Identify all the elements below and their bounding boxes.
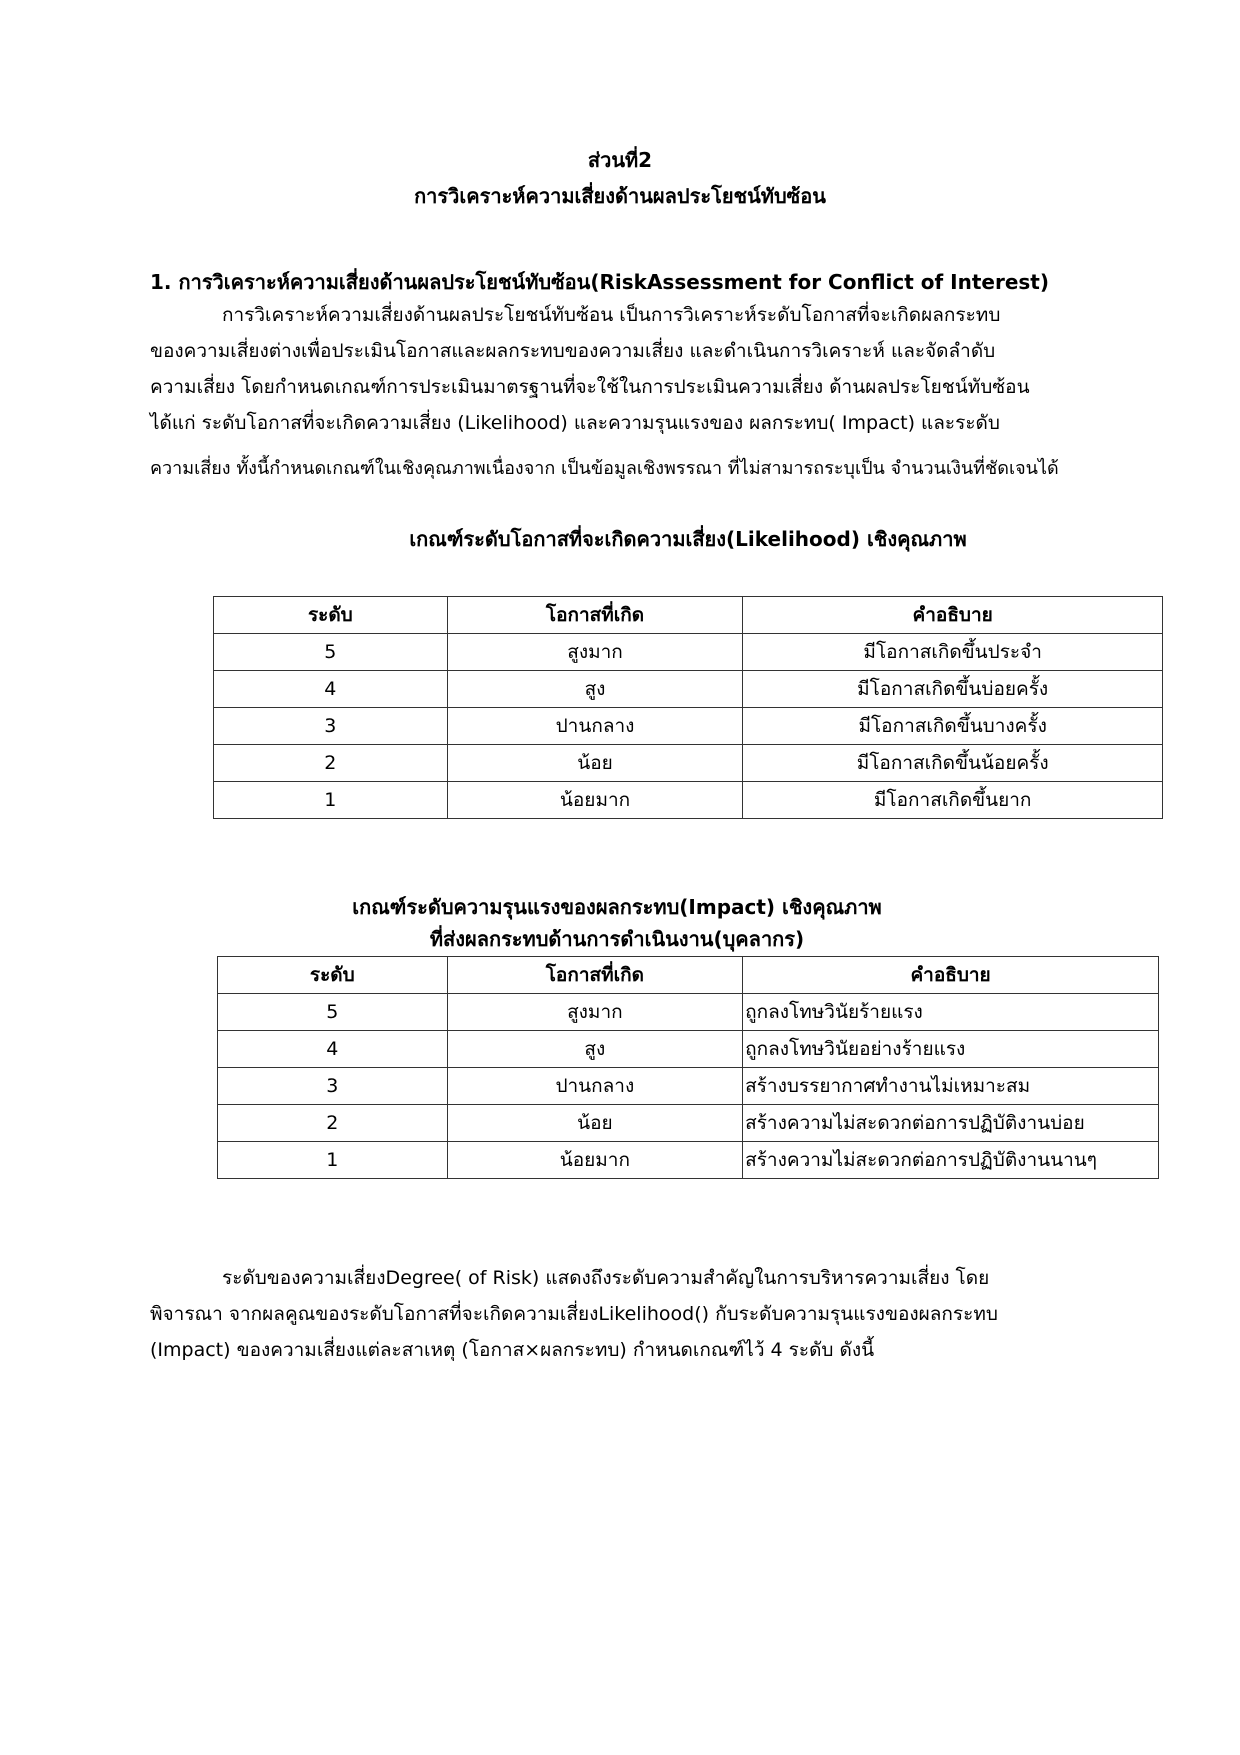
section-heading: 1. การวิเคราะห์ความเสี่ยงด้านผลประโยชน์ทับซ้อน(RiskAssessment for Conflict of Interest) [150,270,1049,294]
likelihood-table [213,596,1163,819]
cell-description: มีโอกาสเกิดขึ้นบ่อยครั้ง [743,671,1163,708]
cell-level: 1 [214,782,448,819]
table-row [214,782,1163,819]
cell-likelihood: สูงมาก [447,994,743,1031]
cell-likelihood: น้อย [447,745,743,782]
impact-table-caption: เกณฑ์ระดับความรุนแรงของผลกระทบ(Impact) เชิงคุณภาพ [352,895,882,919]
cell-likelihood: สูง [447,671,743,708]
cell-likelihood: น้อยมาก [447,782,743,819]
table-row [214,671,1163,708]
cell-level: 5 [214,634,448,671]
cell-level: 4 [218,1031,448,1068]
cell-level: 3 [218,1068,448,1105]
table-row [218,994,1159,1031]
cell-description: ถูกลงโทษวินัยร้ายแรง [743,994,1159,1031]
cell-likelihood: สูง [447,1031,743,1068]
cell-description: สร้างความไม่สะดวกต่อการปฏิบัติงานนานๆ [743,1142,1159,1179]
cell-level: 2 [218,1105,448,1142]
cell-description: มีโอกาสเกิดขึ้นน้อยครั้ง [743,745,1163,782]
cell-level: 4 [214,671,448,708]
header-likelihood: โอกาสที่เกิด [447,957,743,994]
cell-likelihood: ปานกลาง [447,1068,743,1105]
header-description: คำอธิบาย [743,957,1159,994]
document-title: การวิเคราะห์ความเสี่ยงด้านผลประโยชน์ทับซ้อน [414,184,826,208]
table-row [218,1068,1159,1105]
table-header-row [214,597,1163,634]
cell-description: สร้างบรรยากาศทำงานไม่เหมาะสม [743,1068,1159,1105]
table-row [214,745,1163,782]
cell-likelihood: น้อย [447,1105,743,1142]
cell-level: 5 [218,994,448,1031]
table-row [214,708,1163,745]
part-label: ส่วนที่2 [587,148,653,172]
paragraph-line: ระดับของความเสี่ยงDegree( of Risk) แสดงถึงระดับความสำคัญในการบริหารความเสี่ยง โดย [222,1267,990,1289]
header-description: คำอธิบาย [743,597,1163,634]
impact-table-subcaption: ที่ส่งผลกระทบด้านการดำเนินงาน(บุคลากร) [429,927,805,951]
cell-description: มีโอกาสเกิดขึ้นบางครั้ง [743,708,1163,745]
table-row [218,1142,1159,1179]
cell-likelihood: ปานกลาง [447,708,743,745]
cell-description: มีโอกาสเกิดขึ้นประจำ [743,634,1163,671]
cell-description: สร้างความไม่สะดวกต่อการปฏิบัติงานบ่อย [743,1105,1159,1142]
table-row [214,634,1163,671]
paragraph-line: การวิเคราะห์ความเสี่ยงด้านผลประโยชน์ทับซ้อน เป็นการวิเคราะห์ระดับโอกาสที่จะเกิดผลกระทบ [222,304,1001,326]
table-row [218,1031,1159,1068]
paragraph-line: ความเสี่ยง ทั้งนี้กำหนดเกณฑ์ในเชิงคุณภาพเนื่องจาก เป็นข้อมูลเชิงพรรณา ที่ไม่สามารถระบุเป็น จำนวนเงินที่ชัดเจนได้ [150,458,1059,479]
impact-table [217,956,1159,1179]
paragraph-line: พิจารณา จากผลคูณของระดับโอกาสที่จะเกิดความเสี่ยงLikelihood() กับระดับความรุนแรงของผลกระทบ [150,1303,998,1325]
header-level: ระดับ [218,957,448,994]
cell-level: 1 [218,1142,448,1179]
paragraph-line: ของความเสี่ยงต่างเพื่อประเมินโอกาสและผลกระทบของความเสี่ยง และดำเนินการวิเคราะห์ และจัดลำดับ [150,340,996,362]
cell-description: ถูกลงโทษวินัยอย่างร้ายแรง [743,1031,1159,1068]
header-likelihood: โอกาสที่เกิด [447,597,743,634]
header-level: ระดับ [214,597,448,634]
paragraph-line: (Impact) ของความเสี่ยงแต่ละสาเหตุ (โอกาส×ผลกระทบ) กำหนดเกณฑ์ไว้ 4 ระดับ ดังนี้ [150,1339,875,1361]
cell-level: 3 [214,708,448,745]
paragraph-line: ความเสี่ยง โดยกำหนดเกณฑ์การประเมินมาตรฐานที่จะใช้ในการประเมินความเสี่ยง ด้านผลประโยชน์ทับซ้อน [150,376,1030,398]
table-header-row [218,957,1159,994]
likelihood-table-caption: เกณฑ์ระดับโอกาสที่จะเกิดความเสี่ยง(Likelihood) เชิงคุณภาพ [409,527,967,551]
cell-likelihood: สูงมาก [447,634,743,671]
table-row [218,1105,1159,1142]
cell-description: มีโอกาสเกิดขึ้นยาก [743,782,1163,819]
paragraph-line: ได้แก่ ระดับโอกาสที่จะเกิดความเสี่ยง (Likelihood) และความรุนแรงของ ผลกระทบ( Impact) และระดับ [150,412,1000,434]
cell-level: 2 [214,745,448,782]
cell-likelihood: น้อยมาก [447,1142,743,1179]
